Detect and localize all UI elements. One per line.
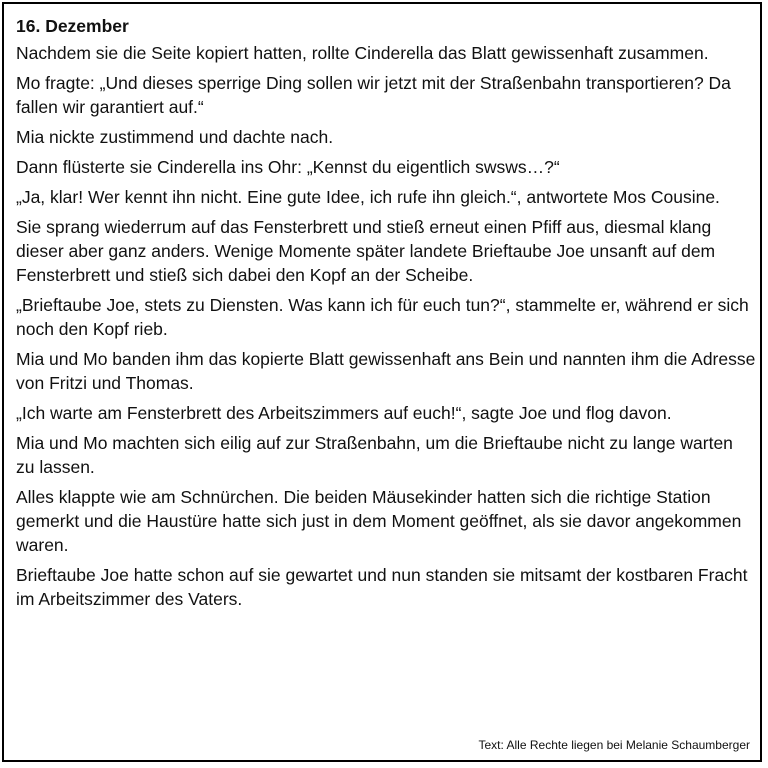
paragraph: „Brieftaube Joe, stets zu Diensten. Was kann ich für euch tun?“, stammelte er, während er sich noch den Kopf rieb. [16, 295, 749, 339]
copyright-footer: Text: Alle Rechte liegen bei Melanie Schaumberger [478, 738, 750, 752]
page-title: 16. Dezember [16, 16, 129, 36]
paragraph: Alles klappte wie am Schnürchen. Die beiden Mäusekinder hatten sich die richtige Station gemerkt und die Haustüre hatte sich just in dem Moment geöffnet, als sie davor angekommen waren. [16, 487, 742, 555]
paragraph: Dann flüsterte sie Cinderella ins Ohr: „Kennst du eigentlich swsws…?“ [16, 157, 560, 177]
paragraph: Nachdem sie die Seite kopiert hatten, rollte Cinderella das Blatt gewissenhaft zusammen. [16, 43, 709, 63]
paragraph: Mo fragte: „Und dieses sperrige Ding sollen wir jetzt mit der Straßenbahn transportieren? Da fallen wir garantiert auf.“ [16, 73, 731, 117]
paragraph: Brieftaube Joe hatte schon auf sie gewartet und nun standen sie mitsamt der kostbaren Fracht im Arbeitszimmer des Vaters. [16, 565, 748, 609]
paragraph: „Ja, klar! Wer kennt ihn nicht. Eine gute Idee, ich rufe ihn gleich.“, antwortete Mos Cousine. [16, 187, 720, 207]
paragraph: Mia nickte zustimmend und dachte nach. [16, 127, 334, 147]
paragraph: Sie sprang wiederrum auf das Fensterbrett und stieß erneut einen Pfiff aus, diesmal klang dieser aber ganz anders. Wenige Momente später landete Brieftaube Joe unsanft auf dem Fensterbrett und stieß sich dabei den Kopf an der Scheibe. [16, 217, 716, 285]
paragraph: Mia und Mo machten sich eilig auf zur Straßenbahn, um die Brieftaube nicht zu lange warten zu lassen. [16, 433, 733, 477]
story-content [16, 14, 756, 617]
paragraph: „Ich warte am Fensterbrett des Arbeitszimmers auf euch!“, sagte Joe und flog davon. [16, 403, 672, 423]
paragraph: Mia und Mo banden ihm das kopierte Blatt gewissenhaft ans Bein und nannten ihm die Adresse von Fritzi und Thomas. [16, 349, 756, 393]
